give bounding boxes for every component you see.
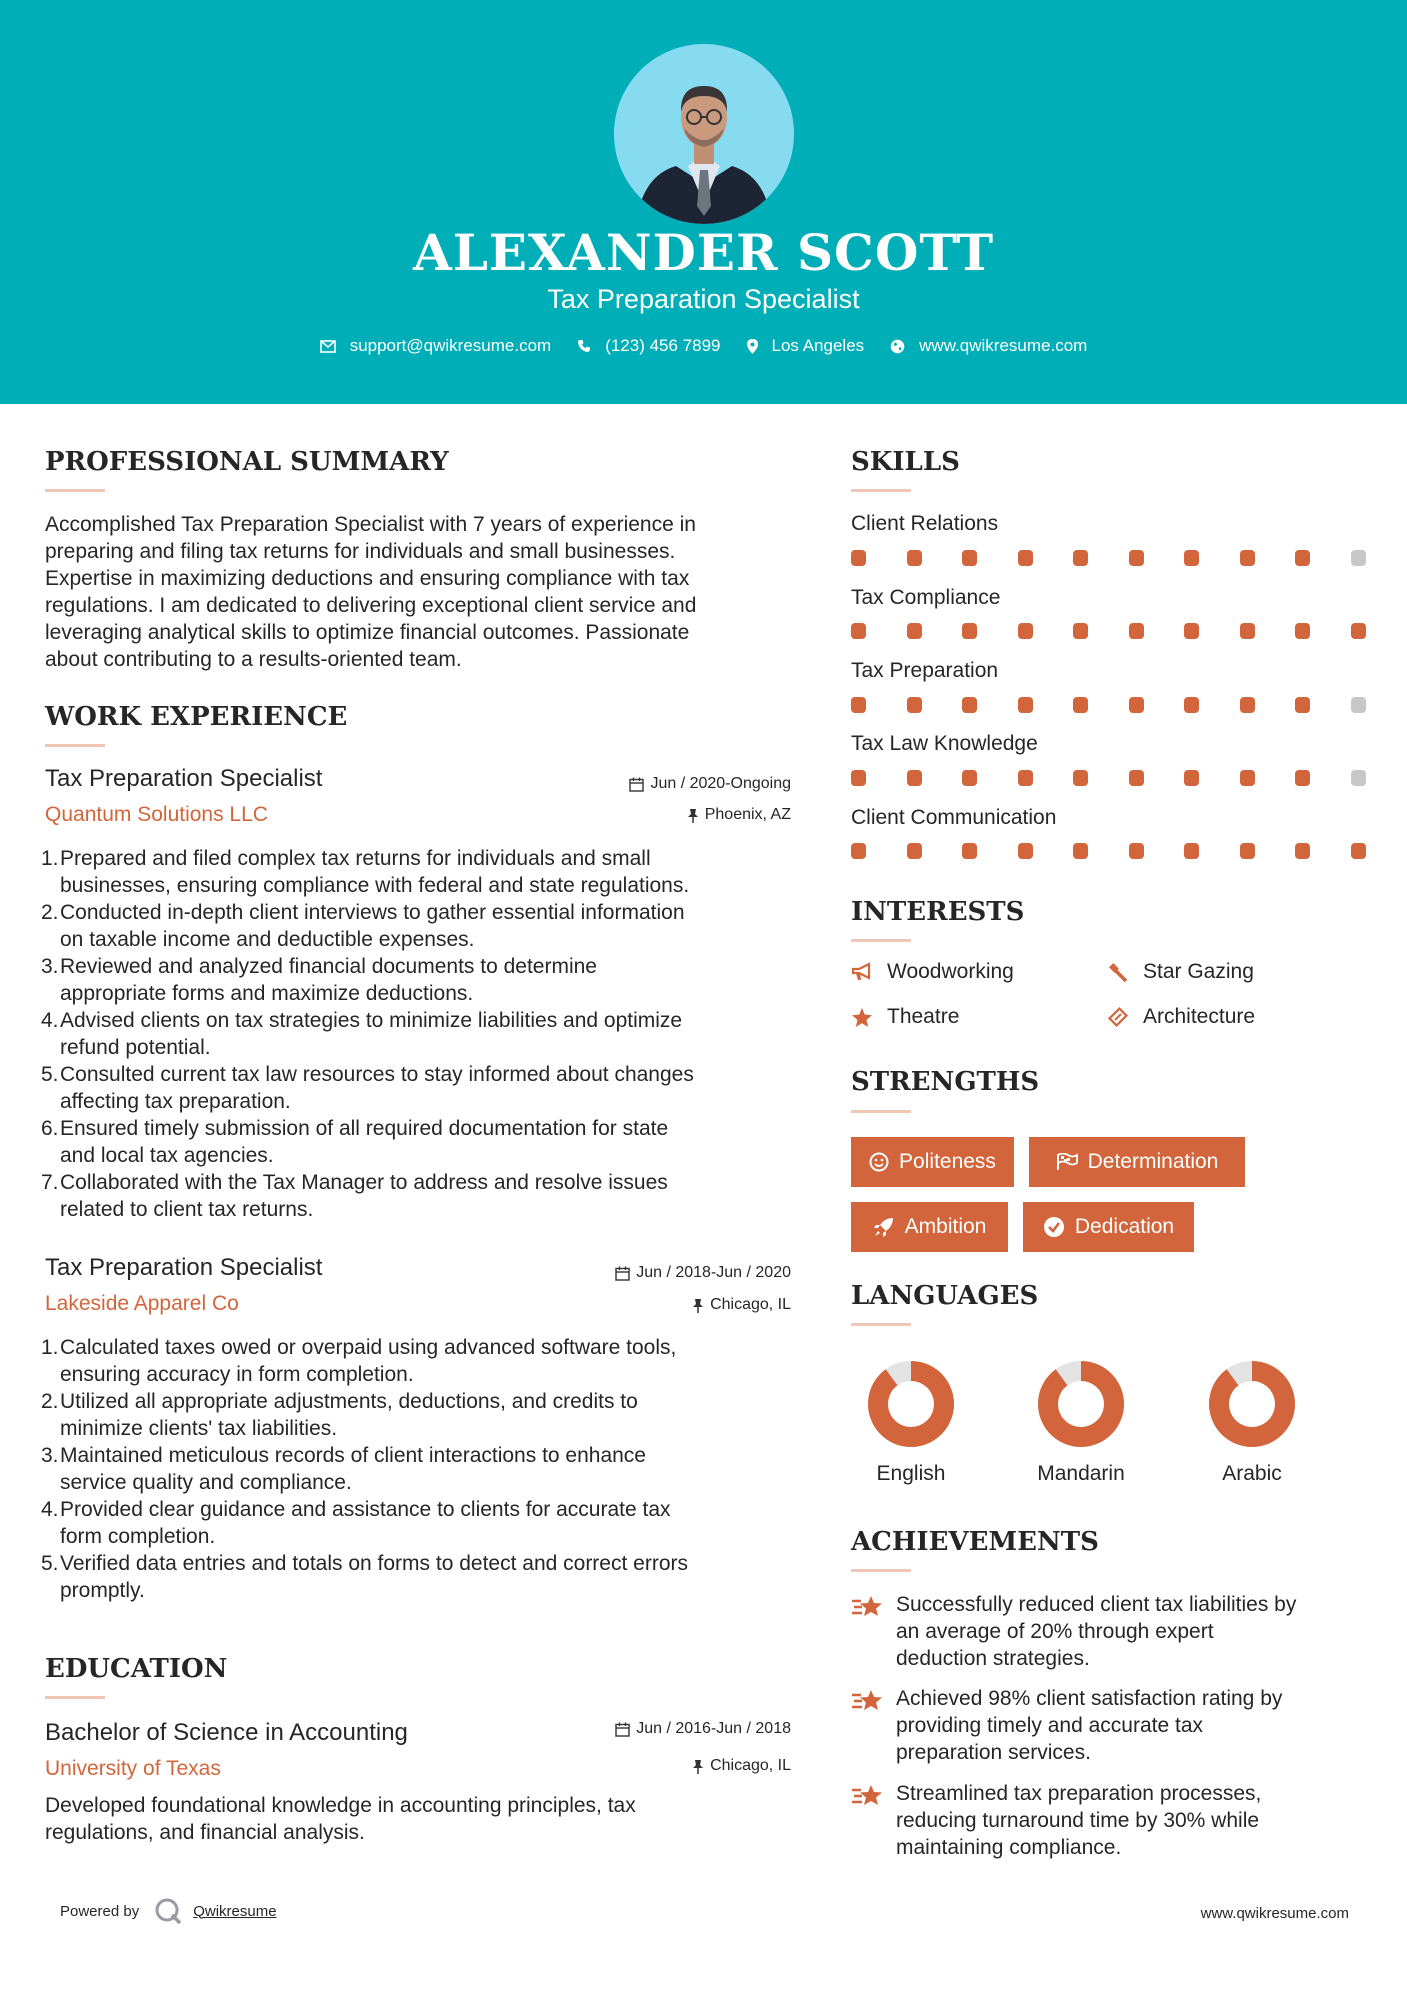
skill-dot-filled xyxy=(1073,623,1088,639)
list-item xyxy=(41,899,811,953)
skill-dot-filled xyxy=(1184,843,1199,859)
contact-location xyxy=(747,336,865,356)
achievement-line: reducing turnaround time by 30% while xyxy=(896,1809,1260,1832)
rocket-icon xyxy=(873,1216,895,1238)
summary-line: Expertise in maximizing deductions and ensuring compliance with tax xyxy=(45,567,690,590)
item-number: 7. xyxy=(41,1171,59,1194)
contact-email-text: support@qwikresume.com xyxy=(349,336,552,355)
education-line: regulations, and financial analysis. xyxy=(45,1821,365,1844)
interest-label: Theatre xyxy=(887,1005,960,1028)
interests-underline xyxy=(851,939,911,942)
education-location-text: Chicago, IL xyxy=(710,1757,791,1774)
skill-dot-filled xyxy=(1018,550,1033,566)
contact-location-text: Los Angeles xyxy=(771,336,865,355)
education-date-text: Jun / 2016-Jun / 2018 xyxy=(636,1720,791,1737)
item-line: on taxable income and deductible expenses. xyxy=(60,928,475,951)
contact-email[interactable] xyxy=(320,336,552,356)
achievements-underline xyxy=(851,1569,911,1572)
interest-theatre xyxy=(851,1005,959,1029)
skill-dot-filled xyxy=(962,623,977,639)
job-1-company: Quantum Solutions LLC xyxy=(45,803,268,826)
skill-rating xyxy=(851,697,1364,713)
list-item xyxy=(41,845,811,899)
skill-dot-filled xyxy=(1295,623,1310,639)
qwikresume-logo-icon xyxy=(153,1896,183,1926)
job-1-location-text: Phoenix, AZ xyxy=(704,806,791,823)
item-line: minimize clients' tax liabilities. xyxy=(60,1417,338,1440)
list-item xyxy=(41,1550,811,1604)
achievement-line: maintaining compliance. xyxy=(896,1836,1122,1859)
item-number: 4. xyxy=(41,1009,59,1032)
language-english xyxy=(851,1360,971,1486)
education-heading: EDUCATION xyxy=(45,1654,228,1684)
summary-line: about contributing to a results-oriented team. xyxy=(45,648,462,671)
skill-dot-filled xyxy=(851,623,866,639)
skill-dot-filled xyxy=(1129,770,1144,786)
achievement-line: Streamlined tax preparation processes, xyxy=(896,1782,1262,1805)
globe-icon xyxy=(890,339,905,354)
skill-dot-filled xyxy=(1240,623,1255,639)
interest-star-gazing xyxy=(1107,960,1254,984)
summary-line: Accomplished Tax Preparation Specialist with 7 years of experience in xyxy=(45,513,696,536)
skill-dot-filled xyxy=(1018,843,1033,859)
experience-heading: WORK EXPERIENCE xyxy=(45,702,348,732)
skill-dot-filled xyxy=(1018,623,1033,639)
skill-dot-filled xyxy=(1018,770,1033,786)
job-2-location-text: Chicago, IL xyxy=(710,1296,791,1313)
language-arabic xyxy=(1192,1360,1312,1486)
item-number: 2. xyxy=(41,901,59,924)
list-item xyxy=(41,1442,811,1496)
item-line: promptly. xyxy=(60,1579,145,1602)
interest-label: Star Gazing xyxy=(1143,960,1254,983)
skill-label: Client Communication xyxy=(851,806,1057,829)
candidate-title: Tax Preparation Specialist xyxy=(547,284,860,314)
star-badge-icon xyxy=(851,1593,885,1621)
skill-dot-filled xyxy=(1295,770,1310,786)
skill-dot-filled xyxy=(851,697,866,713)
item-number: 3. xyxy=(41,1444,59,1467)
job-2-duties xyxy=(41,1334,811,1604)
skill-label: Tax Compliance xyxy=(851,586,1001,609)
strengths-underline xyxy=(851,1110,911,1113)
education-underline xyxy=(45,1696,105,1699)
list-item xyxy=(41,1496,811,1550)
achievement-line: providing timely and accurate tax xyxy=(896,1714,1203,1737)
achievement-line: Successfully reduced client tax liabilities by xyxy=(896,1593,1297,1616)
language-donut xyxy=(1208,1360,1296,1448)
skill-dot-filled xyxy=(1295,697,1310,713)
skill-dot-empty xyxy=(1351,550,1366,566)
interest-woodworking xyxy=(851,960,1014,984)
check-circle-icon xyxy=(1043,1216,1065,1238)
list-item xyxy=(41,1169,811,1223)
contact-phone-text: (123) 456 7899 xyxy=(605,336,721,355)
item-number: 1. xyxy=(41,847,59,870)
skill-rating xyxy=(851,623,1364,639)
item-line: appropriate forms and maximize deductions. xyxy=(60,982,474,1005)
envelope-icon xyxy=(320,340,336,353)
education-date xyxy=(615,1720,791,1738)
ticket-icon xyxy=(1107,1006,1129,1028)
interest-label: Architecture xyxy=(1143,1005,1256,1028)
skill-dot-filled xyxy=(907,623,922,639)
interests-heading: INTERESTS xyxy=(851,897,1025,927)
interest-label: Woodworking xyxy=(887,960,1014,983)
item-number: 4. xyxy=(41,1498,59,1521)
languages-underline xyxy=(851,1323,911,1326)
calendar-icon xyxy=(629,777,644,792)
item-line: Maintained meticulous records of client interactions to enhance xyxy=(60,1444,646,1467)
summary-line: regulations. I am dedicated to delivering exceptional client service and xyxy=(45,594,697,617)
item-number: 2. xyxy=(41,1390,59,1413)
skill-dot-filled xyxy=(962,550,977,566)
skill-dot-filled xyxy=(1240,770,1255,786)
skill-dot-filled xyxy=(1073,770,1088,786)
skill-dot-filled xyxy=(1351,843,1366,859)
strength-label: Dedication xyxy=(1074,1215,1175,1238)
achievement-line: deduction strategies. xyxy=(896,1647,1090,1670)
skill-dot-filled xyxy=(1184,550,1199,566)
skill-dot-filled xyxy=(1184,770,1199,786)
list-item xyxy=(41,1334,811,1388)
skill-dot-filled xyxy=(1129,623,1144,639)
skill-dot-filled xyxy=(962,697,977,713)
skill-dot-filled xyxy=(1295,843,1310,859)
skills-underline xyxy=(851,489,911,492)
skill-dot-filled xyxy=(962,770,977,786)
language-donut xyxy=(867,1360,955,1448)
candidate-name: ALEXANDER SCOTT xyxy=(412,223,995,282)
contact-website[interactable] xyxy=(890,336,1087,356)
summary-underline xyxy=(45,489,105,492)
skill-dot-filled xyxy=(907,770,922,786)
language-label: Arabic xyxy=(1222,1462,1282,1485)
item-number: 6. xyxy=(41,1117,59,1140)
star-badge-icon xyxy=(851,1782,885,1810)
skill-dot-filled xyxy=(1073,843,1088,859)
item-line: Provided clear guidance and assistance to clients for accurate tax xyxy=(60,1498,671,1521)
language-mandarin xyxy=(1021,1360,1141,1486)
education-description xyxy=(45,1792,805,1846)
list-item xyxy=(41,1115,811,1169)
summary-line: leveraging analytical skills to optimize financial outcomes. Passionate xyxy=(45,621,690,644)
job-1-location xyxy=(687,806,791,824)
degree-title: Bachelor of Science in Accounting xyxy=(45,1719,408,1746)
strength-label: Determination xyxy=(1087,1150,1219,1173)
item-number: 5. xyxy=(41,1552,59,1575)
achievement-text xyxy=(896,1780,1366,1861)
skill-label: Tax Law Knowledge xyxy=(851,732,1038,755)
qwikresume-link[interactable]: Qwikresume xyxy=(193,1902,277,1920)
star-badge-icon xyxy=(851,1687,885,1715)
job-2-company: Lakeside Apparel Co xyxy=(45,1292,239,1315)
strength-politeness xyxy=(851,1137,1014,1187)
skill-dot-filled xyxy=(907,697,922,713)
item-line: Ensured timely submission of all required documentation for state xyxy=(60,1117,669,1140)
megaphone-icon xyxy=(851,962,873,982)
map-pin-icon xyxy=(747,339,758,354)
skill-dot-filled xyxy=(1073,697,1088,713)
skill-dot-filled xyxy=(851,550,866,566)
summary-text xyxy=(45,511,805,673)
item-line: related to client tax returns. xyxy=(60,1198,314,1221)
skill-dot-filled xyxy=(1240,697,1255,713)
skill-rating xyxy=(851,843,1364,859)
interest-architecture xyxy=(1107,1005,1255,1029)
item-line: Utilized all appropriate adjustments, deductions, and credits to xyxy=(60,1390,638,1413)
languages-heading: LANGUAGES xyxy=(851,1281,1039,1311)
achievement-line: Achieved 98% client satisfaction rating by xyxy=(896,1687,1283,1710)
job-2-title: Tax Preparation Specialist xyxy=(45,1254,323,1281)
item-line: Prepared and filed complex tax returns for individuals and small xyxy=(60,847,651,870)
skill-dot-filled xyxy=(851,770,866,786)
list-item xyxy=(41,953,811,1007)
powered-by-text: Powered by xyxy=(60,1902,140,1920)
skill-dot-filled xyxy=(1129,697,1144,713)
item-line: Conducted in-depth client interviews to gather essential information xyxy=(60,901,685,924)
item-line: form completion. xyxy=(60,1525,216,1548)
skill-dot-filled xyxy=(1129,843,1144,859)
item-line: Calculated taxes owed or overpaid using advanced software tools, xyxy=(60,1336,677,1359)
item-line: and local tax agencies. xyxy=(60,1144,274,1167)
item-number: 3. xyxy=(41,955,59,978)
item-line: service quality and compliance. xyxy=(60,1471,352,1494)
item-line: Verified data entries and totals on forms to detect and correct errors xyxy=(60,1552,688,1575)
list-item xyxy=(41,1007,811,1061)
school-name: University of Texas xyxy=(45,1757,221,1780)
contact-website-text: www.qwikresume.com xyxy=(919,336,1088,355)
skills-heading: SKILLS xyxy=(851,447,960,477)
education-line: Developed foundational knowledge in accounting principles, tax xyxy=(45,1794,636,1817)
list-item xyxy=(41,1388,811,1442)
item-line: refund potential. xyxy=(60,1036,211,1059)
language-donut xyxy=(1037,1360,1125,1448)
achievements-heading: ACHIEVEMENTS xyxy=(851,1527,1099,1557)
strength-label: Politeness xyxy=(899,1150,996,1173)
skill-dot-filled xyxy=(1184,697,1199,713)
resume-header xyxy=(0,0,1407,404)
skill-dot-filled xyxy=(1351,623,1366,639)
language-label: English xyxy=(876,1462,946,1485)
skill-dot-filled xyxy=(851,843,866,859)
phone-icon xyxy=(577,339,591,353)
summary-heading: PROFESSIONAL SUMMARY xyxy=(45,447,449,477)
skill-rating xyxy=(851,770,1364,786)
person-icon xyxy=(614,44,794,224)
strength-ambition xyxy=(851,1202,1008,1252)
skill-label: Tax Preparation xyxy=(851,659,999,682)
skill-dot-filled xyxy=(1240,550,1255,566)
job-1-duties xyxy=(41,845,811,1223)
pushpin-icon xyxy=(692,1759,704,1774)
skill-dot-filled xyxy=(1018,697,1033,713)
job-1-title: Tax Preparation Specialist xyxy=(45,765,323,792)
star-icon xyxy=(851,1007,873,1028)
achievement-line: preparation services. xyxy=(896,1741,1091,1764)
achievement-text xyxy=(896,1591,1366,1672)
skill-rating xyxy=(851,550,1364,566)
skill-dot-filled xyxy=(1073,550,1088,566)
calendar-icon xyxy=(615,1266,630,1281)
item-line: Advised clients on tax strategies to minimize liabilities and optimize xyxy=(60,1009,683,1032)
skill-dot-filled xyxy=(1295,550,1310,566)
item-line: affecting tax preparation. xyxy=(60,1090,291,1113)
language-label: Mandarin xyxy=(1037,1462,1125,1485)
skill-label: Client Relations xyxy=(851,512,999,535)
achievement-text xyxy=(896,1685,1366,1766)
pushpin-icon xyxy=(692,1298,704,1313)
strength-dedication xyxy=(1023,1202,1194,1252)
list-item xyxy=(41,1061,811,1115)
summary-line: preparing and filing tax returns for individuals and small businesses. xyxy=(45,540,676,563)
profile-photo xyxy=(614,44,794,224)
job-2-date-text: Jun / 2018-Jun / 2020 xyxy=(636,1264,791,1281)
skill-dot-filled xyxy=(907,550,922,566)
item-line: Reviewed and analyzed financial documents to determine xyxy=(60,955,597,978)
job-1-date xyxy=(629,775,791,793)
job-2-date xyxy=(615,1264,791,1282)
contact-phone[interactable] xyxy=(577,336,720,356)
strengths-heading: STRENGTHS xyxy=(851,1067,1040,1097)
gavel-icon xyxy=(1107,961,1129,983)
footer-powered-by xyxy=(60,1896,277,1926)
job-1-date-text: Jun / 2020-Ongoing xyxy=(650,775,791,792)
strength-determination xyxy=(1029,1137,1245,1187)
contact-bar xyxy=(0,336,1407,356)
item-line: ensuring accuracy in form completion. xyxy=(60,1363,414,1386)
item-number: 5. xyxy=(41,1063,59,1086)
skill-dot-filled xyxy=(1129,550,1144,566)
flag-icon xyxy=(1056,1153,1078,1171)
skill-dot-empty xyxy=(1351,697,1366,713)
footer-website[interactable]: www.qwikresume.com xyxy=(1200,1905,1349,1922)
skill-dot-filled xyxy=(1184,623,1199,639)
smile-icon xyxy=(869,1152,889,1172)
item-number: 1. xyxy=(41,1336,59,1359)
item-line: Collaborated with the Tax Manager to address and resolve issues xyxy=(60,1171,668,1194)
pushpin-icon xyxy=(687,808,699,823)
skill-dot-filled xyxy=(1240,843,1255,859)
experience-underline xyxy=(45,744,105,747)
skill-dot-empty xyxy=(1351,770,1366,786)
skill-dot-filled xyxy=(907,843,922,859)
item-line: Consulted current tax law resources to stay informed about changes xyxy=(60,1063,694,1086)
job-2-location xyxy=(692,1296,791,1314)
item-line: businesses, ensuring compliance with federal and state regulations. xyxy=(60,874,690,897)
strength-label: Ambition xyxy=(904,1215,987,1238)
calendar-icon xyxy=(615,1722,630,1737)
achievement-line: an average of 20% through expert xyxy=(896,1620,1214,1643)
education-location xyxy=(692,1757,791,1775)
skill-dot-filled xyxy=(962,843,977,859)
